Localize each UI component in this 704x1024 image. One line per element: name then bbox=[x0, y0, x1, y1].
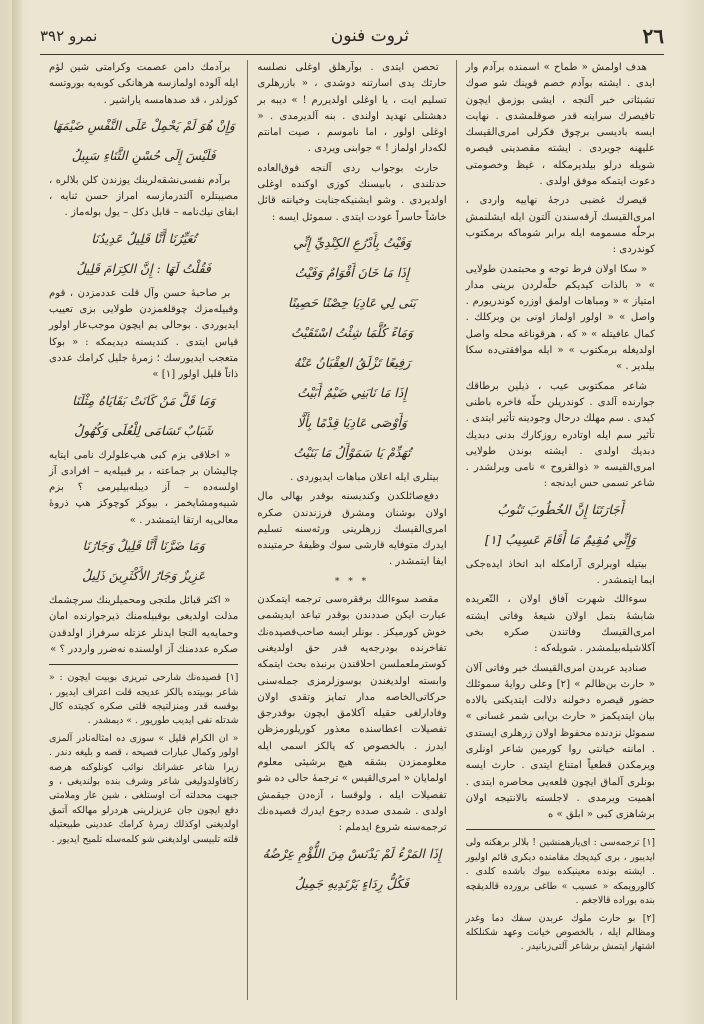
verse-line: عَزِيزٌ وَجَارُ الأَكْثَرِينَ ذَلِيلُ bbox=[82, 568, 206, 584]
column-left bbox=[40, 60, 248, 1000]
paragraph: بیتلری ایله اعلان مباهات ایدیوردی . bbox=[290, 471, 439, 483]
column-right bbox=[457, 60, 664, 1000]
footnote: [٢] بو حارث ملوك عربدن سفك دما وغدر ومظالم ایله ، بالخصوص خیانت وعهد شکنلکله اشتهار ایتمش برشاعر آلتی‌زبانیدر . bbox=[465, 912, 655, 953]
journal-title: ثروت فنون bbox=[330, 26, 410, 46]
quoted-letter: « سکا اولان فرط توجه و محبتمدن طولایی » « بالذات کیدیکم حلّه‌لردن برینی مدار امتیاز » « ومباهات اولمق اوزره کوندریورم . واصل » « اولور اولماز اونی بن وبرکلك . کمال عافیتله » « که ، هرقوناغه محله واصل اولدیغله برمکتوب » « ایله موافقتی‌ده سکا بیلدیر . » bbox=[465, 263, 655, 373]
section-separator: * * * bbox=[334, 576, 370, 587]
verse-line: فَقُلْتُ لَهَا : إِنَّ الكِرَامَ قَلِيلُ bbox=[76, 260, 211, 276]
paragraph: دفع‌صائلکدن وکندیسنه بوقدر بهالی مال اولان بوشنان ومشرق فرزندندن صکره امری‌القیسك زرهلرینی ورثه‌سنه تسلیم ایدرك متوفایه قارشی سوك وظیفهٔ حرمتینده ایفا ایتمشدر . bbox=[257, 491, 447, 568]
column-middle bbox=[248, 60, 456, 1000]
paragraph: برآدمك دامن عصمت وکرامتی شین لؤم ایله آلوده اولمازسه هرهانکی کوبه‌یه بوروتسه کوزلدر ، قد صدهامسه یاراشیر . bbox=[49, 62, 239, 106]
paragraph: بر صاحبهٔ حسن وآل قلت عددمزدن ، قوم وقبیله‌مزك چوقلغمزدن طولایی بزی تعییب ایدیوردی . بوحالی بم ایچون موجب‌عار اولور قیاس ایتدی . کندیسنه دیدیمکه : « بوکا متعجب ایدیورسك ؛ زمرهٔ جلیل کرامك عددی ذاتاً قلیل اولور [١] » bbox=[49, 287, 239, 381]
verse-line: وَإِنِّي مُقِيمٌ مَا أَقَامَ عَسِيبُ [١] bbox=[484, 531, 636, 547]
paragraph: سوءالك شهرت آفاق اولان ، التّعریده شابشهٔ بتمل اولان شیعهٔ وفاتی ایشته امری‌القیسك وفاتندن صکره بخی آکلاشیله‌بیلمشدر . شویله‌که : bbox=[465, 594, 655, 655]
verse-line: شَبَابٌ تَسَامَى لِلْعُلَى وَكُهُولُ bbox=[74, 422, 214, 438]
paragraph: صنادید عربدن امری‌القیسك خبر وفاتی آلان « حارث بن‌ظالم » [٢] وعلی روایهٔ سموئلك حضور قیصره دخولنه دلالت ایتدیکنی بالاده بیان ایتدیکمز « حارث بن‌ابی شمر غسانی » سموئل نزدنده محفوظ اولان زرهلری ایستدی . امانته خیانتی روا کورمین شاعر اونلری ویرمکدن قطعیاً امتناع ایتدی . حارث ایسه بونلری آلماق ایچون قلعه‌یی محاصره ایتدی . اهمیت ویرمدی . لاجلسته بالانتیجه اولان برشاهزی کبی « ابلق » ه bbox=[465, 662, 655, 821]
paragraph: حارث بوجواب ردی آلنجه فوق‌العاده حدتلندی ، بابیسنك کوزی اوکنده اوغلی اولدیردی . وشو ایشنیکه‌جنایت وخیانته قائل خاشاً حاسراً عودت ایتدی . سموئل ایسه : bbox=[257, 162, 447, 223]
verse-line: وَمَا ضَرَّنَا أَنَّا قَلِيلٌ وَجَارُنَا bbox=[82, 538, 205, 554]
page-binding-edge bbox=[12, 0, 22, 1024]
footnote-divider bbox=[466, 829, 655, 830]
footnote-divider bbox=[49, 664, 238, 665]
verse-line: وَأَوْصَى عَادِيَا قِدْمًا بِأَلَّا bbox=[296, 414, 408, 430]
paragraph: شاعر ممکتوبی عیب ، ذیلین برطاقك جوارنده آلدی . کوندریلن حلّه فاخره باطنی کیدی . سم مهلك درحال وجودینه تأثیر ایتدی . تأثیر سم ایله اوتادره روزکارك بدنی دبدیك دبدیك اولدی . ایشته بوندن طولایی امری‌القیسه « ذوالقروح » نامی ویرلشدر . شاعر تسمی حس ایدنجه : bbox=[465, 380, 655, 490]
footnote: [١] قصیده‌نك شارحی تبریزی بوبیت ایچون : « شاعر بوبیتده یالکز عدیجه قلت اعتراف ایدیور ، بوقسه قدر ومنزلتیجه قلتی صکره کچیتده کال شدتله نفی ایدیب طوریور . » دیمشدر . bbox=[49, 672, 239, 727]
page-header bbox=[40, 18, 664, 55]
footnote: [١] ترجمه‌سی : ای‌یارهمنشین ! بلالر برهکنه ولی ایدیبور ، بری کیدیجك مقامنده دیکری قائم اولیور . ایشته بونده معینیکده بیوك باشده کلدی . کالورویمکه « عسیب » طاغی برورده قالدیقچه بنده بوراده قالاجغم . bbox=[465, 837, 655, 907]
verse-line: وَمَاءً كُلَّمَا شِئْتُ اسْتَقَيْتُ bbox=[290, 324, 414, 340]
verse-line: إِذَا المَرْءُ لَمْ يَدْنَسْ مِنَ اللُّؤْمِ عِرْضُهُ bbox=[262, 845, 442, 861]
paragraph: هدف اولمش « طماح » اسمنده برآدم وار ایدی . ایشته بوآدم خصم قوینك شو صوك تشبثاتی خبر آلنجه ، ایشی بوزمق ایچون تافیصرك سراینه قدر صوقلمشدی . نهایت ایسه بادیسی برچوق فکرلی امری‌القیسك علیهنه جویردی . ایشته مقصدینی قیصره شویله درلو بیلدیرمکله ، غیظ وخصومتی دعوت ایتمکه موفق اولدی . bbox=[465, 62, 655, 188]
verse-line: وَمَا قَلَّ مَنْ كَانَتْ بَقَايَاهُ مِثْلَنَا bbox=[72, 392, 216, 408]
issue-number: نمرو ٣٩٢ bbox=[40, 27, 98, 45]
verse-line: فَلَيْسَ إِلَى حُسْنِ الثَّنَاءِ سَبِيلُ bbox=[71, 147, 216, 163]
verse-line: تُهَدِّمْ يَا سَمَوْأَلُ مَا بَنَيْتُ bbox=[293, 444, 411, 460]
paragraph: « اکثر قبائل ملتجی ومحمیلرینك سرچشمك مذلت اولدیغی بوقبیله‌منك ذیرجوارنده امان وحمایه‌یه التجا ایدنلر عزتله سرفراز اولدقدن صکره عدد‌منك آز اولسنده نه‌ضرر وارد‌در ؟ » bbox=[49, 595, 239, 655]
verse-line: إِذَا مَا نَابَنِي ضَيْمٌ أَبَيْتُ bbox=[297, 384, 407, 400]
paragraph: مقصد سوءالك برفقره‌سی ترجمه ایتمکدن عبارت ایکن صددندن بوقدر تباعد ایدیشمی خوش کورمیكز . بونلر ایسه صاحب‌قصیده‌نك تفاخرنده بودرجه‌یه قدر حق اولدیغنی کوسترملعملسن احلاقندن برنبذه بحث ایتمکه وابسته اولدیغندن بوسوزلرمزی جمله‌سنی حرکاتی‌الخاصه مدار تمایز وتقدی اولان وفادارلغی حقیله آکلامق ایچون بوقدرجق تفصیلات اعطاسنده معذور کوریلورمزظن ایدرز . بالخصوص که یالکز اسمی ایله معلوممزدن بشقه هیچ برشیئی معلوم اولمایان « امری‌القیس » ترجمهٔ حالی ده شو تفصیلات ایله ، ولوقسا ، آزه‌دن جیقمش اولدی . شمدی صدده رجوع ایدرك قصیده‌نك ترجمه‌سنه شروع ایدملم : bbox=[257, 594, 447, 834]
verse-line: بَنَى لِي عَادِيَا حِصْنًا حَصِينًا bbox=[288, 294, 416, 310]
paragraph: بیتیله اوبرلری آرامکله ابد اتخاذ ایده‌جکی ایما ایتمشدر . bbox=[465, 558, 655, 587]
verse-line: وَإِنْ هُوَ لَمْ يَحْمِلْ عَلَى النَّفْسِ ضَيْمَهَا bbox=[52, 117, 235, 133]
verse-line: أَجَارَتَنَا إِنَّ الخُطُوبَ تَنُوبُ bbox=[497, 501, 624, 517]
page-number: ٢٦ bbox=[642, 24, 664, 48]
verse-line: رَفِيعًا تَزْلَقُ العِقْبَانُ عَنْهُ bbox=[293, 354, 411, 370]
verse-line: إِذَا مَا خَانَ أَقْوَامٌ وَفَيْتُ bbox=[294, 264, 410, 280]
footnote: « ان الکرام قلیل » سوزی ده امثاله‌نادر آلمزی اولور وکمال عبارات فصیحه ، قصه و بلیغه دندر . زیرا شاعر عشرانك نوائب کونلوكنه هرصه زکافاولدولیغی شاعر وشرف بنده بولندیغی ، و جبهت محدلته آت اوستلغی ، شین عار وملامتی دفع ایچون جان عزیزلرینی هردرلو مهالکه آتمق اولدیغنی اوکذلك زمرهٔ کرامك عددینی طبیعتیله قلته تلبیسی اولدیغنی شو کلمه‌سله تلمیح ایدیور . bbox=[49, 732, 239, 845]
text-columns bbox=[40, 60, 664, 1000]
paragraph: تحصن ایتدی . بوآرهلق اوغلی نصلسه حارثك یدی اسارتنه دوشدی ، « بازرهلری تسلیم ایت ، یا اوغلی اولدیررم ! » دیبه بر دهشتلی تهدید اولندی . بنه آلدیرمدی . « اوغلی اولور ، اما ناموسم ، صیت امانتم لکه‌دار اولماز ! » جوابنی ویردی . bbox=[257, 62, 447, 155]
paragraph: قیصرك غضبی درجهٔ نهاییه واردی ، امری‌القیسك آرقه‌سندن آلتون ایله ایشلنمش برحلّه مسمومه ایله برابر شوماکه برمکتوب کوندردی : bbox=[465, 195, 655, 256]
verse-line: تُعَيِّرُنَا أَنَّا قَلِيلٌ عَدِيدُنَا bbox=[91, 230, 197, 246]
paragraph: برآدم نفسی‌نشقه‌لرینك یوزندن کلن بلالره ، مصیبتلره آلتدرمازسه امراز حسن ثنایه ، ابقای نیك‌نامه – قابل دکل – یول بوله‌ماز . bbox=[49, 174, 239, 219]
paragraph: « اخلاقی بزم کبی هپ‌علولرك نامی ایتایه چالیشان بر جماعته ، بر قبیله‌یه – افرادی آز اولسه‌ده – آز دیبله‌بیلیرمی ؟ بزم شبیه‌ومشایخمز ، بیوکز کوچوکز هپ ذروهٔ معالی‌یه ارتقا ایتمشدر . » bbox=[49, 449, 239, 526]
verse-line: فَكُلُّ رِدَاءٍ يَرْتَدِيهِ جَمِيلُ bbox=[295, 875, 410, 891]
verse-line: وَفَيْتُ بِأَدْرُعِ الكِنْدِيِّ إِنِّي bbox=[293, 234, 411, 250]
